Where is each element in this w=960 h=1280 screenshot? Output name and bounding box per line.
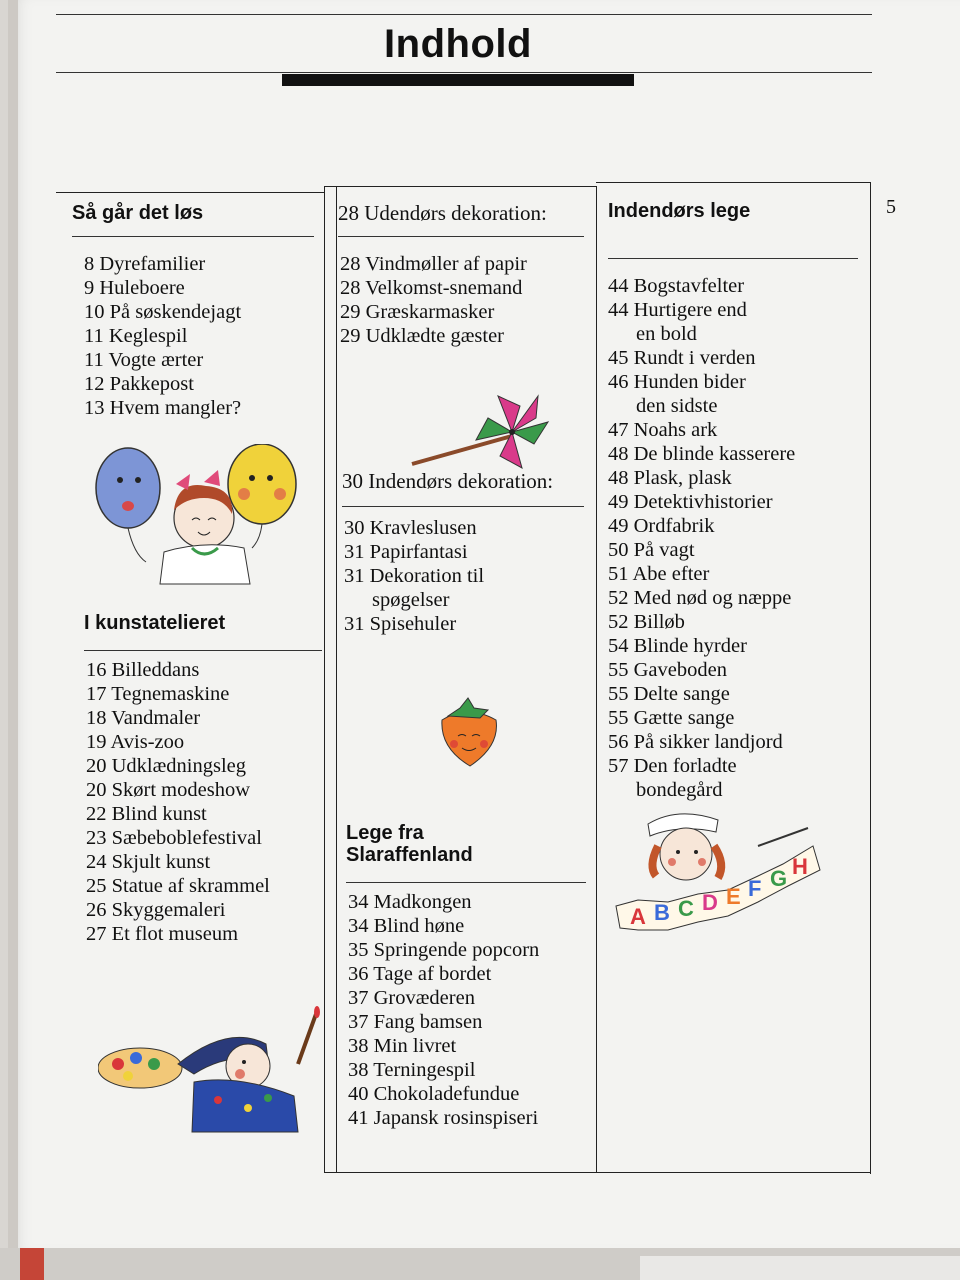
section-heading: Indendørs lege bbox=[608, 200, 751, 222]
toc-entry bbox=[348, 890, 539, 914]
toc-entry-title: Ordfabrik bbox=[633, 515, 715, 537]
toc-entry bbox=[348, 1010, 539, 1034]
toc-entry bbox=[608, 706, 795, 730]
toc-entry-page: 11 bbox=[84, 349, 104, 371]
toc-entry bbox=[608, 274, 795, 298]
book-page bbox=[8, 0, 960, 1250]
toc-entry-title: Detektivhistorier bbox=[633, 491, 773, 513]
toc-entry-title: Chokoladefundue bbox=[373, 1083, 520, 1105]
toc-entry-title: Vogte ærter bbox=[108, 349, 204, 371]
toc-entry bbox=[348, 986, 539, 1010]
banner-letter: D bbox=[702, 890, 718, 915]
toc-entry-title: Hunden bider bbox=[633, 371, 746, 393]
toc-entry-title: Vandmaler bbox=[111, 707, 201, 729]
top-rule bbox=[56, 14, 872, 15]
toc-entry-page: 26 bbox=[86, 899, 107, 921]
toc-entry-page: 54 bbox=[608, 635, 629, 657]
toc-entry bbox=[84, 252, 241, 276]
toc-entry bbox=[608, 466, 795, 490]
toc-entry-title: Med nød og næppe bbox=[633, 587, 792, 609]
toc-entry-title: Tage af bordet bbox=[373, 963, 492, 985]
banner-letter: H bbox=[792, 854, 808, 879]
toc-entry bbox=[340, 324, 527, 348]
toc-entry-title-continued: en bold bbox=[636, 323, 697, 345]
title-bar bbox=[282, 74, 634, 86]
toc-entry-title: Pakkepost bbox=[109, 373, 194, 395]
toc-entry-title: Min livret bbox=[373, 1035, 457, 1057]
toc-entry-page: 29 bbox=[340, 325, 361, 347]
entry-list-so-gar-det-los bbox=[84, 252, 241, 420]
section-heading bbox=[346, 822, 473, 866]
toc-entry bbox=[608, 298, 795, 346]
toc-entry-title: Blinde hyrder bbox=[633, 635, 747, 657]
toc-entry bbox=[608, 490, 795, 514]
toc-entry-page: 45 bbox=[608, 347, 629, 369]
toc-entry-title: Fang bamsen bbox=[373, 1011, 483, 1033]
toc-entry bbox=[84, 372, 241, 396]
toc-entry-page: 50 bbox=[608, 539, 629, 561]
toc-entry-page: 9 bbox=[84, 277, 95, 299]
toc-entry bbox=[84, 324, 241, 348]
toc-entry bbox=[84, 348, 241, 372]
toc-entry-title: Dyrefamilier bbox=[99, 253, 206, 275]
toc-entry-page: 52 bbox=[608, 611, 629, 633]
toc-entry-title: Plask, plask bbox=[633, 467, 732, 489]
toc-entry bbox=[340, 276, 527, 300]
toc-entry-title: Abe efter bbox=[632, 563, 710, 585]
toc-entry-title: De blinde kasserere bbox=[633, 443, 796, 465]
toc-entry-page: 34 bbox=[348, 915, 369, 937]
toc-entry-title: Madkongen bbox=[373, 891, 472, 913]
toc-entry-page: 19 bbox=[86, 731, 107, 753]
toc-entry-title: Velkomst-snemand bbox=[365, 277, 523, 299]
toc-entry-page: 10 bbox=[84, 301, 105, 323]
banner-letter: C bbox=[678, 896, 694, 921]
toc-entry bbox=[86, 730, 270, 754]
toc-entry-title: Grovæderen bbox=[373, 987, 475, 1009]
toc-entry bbox=[608, 634, 795, 658]
toc-entry-title: Sæbeboblefestival bbox=[111, 827, 262, 849]
toc-entry-page: 28 bbox=[340, 277, 361, 299]
toc-entry-page: 55 bbox=[608, 659, 629, 681]
toc-entry bbox=[84, 276, 241, 300]
toc-entry-title: Spisehuler bbox=[369, 613, 457, 635]
toc-entry bbox=[608, 586, 795, 610]
book-cover-edge bbox=[0, 1248, 960, 1280]
toc-entry-title: På sikker landjord bbox=[633, 731, 783, 753]
toc-entry bbox=[86, 898, 270, 922]
pinwheel-illustration bbox=[408, 382, 568, 472]
toc-entry-page: 31 bbox=[344, 613, 365, 635]
toc-entry-title: Noahs ark bbox=[633, 419, 718, 441]
toc-entry-page: 46 bbox=[608, 371, 629, 393]
toc-entry bbox=[608, 346, 795, 370]
toc-entry-page: 13 bbox=[84, 397, 105, 419]
toc-entry-page: 36 bbox=[348, 963, 369, 985]
page-title: Indhold bbox=[384, 22, 532, 66]
toc-entry bbox=[86, 802, 270, 826]
toc-entry-title: Delte sange bbox=[633, 683, 730, 705]
banner-letter: B bbox=[654, 900, 670, 925]
toc-entry bbox=[608, 658, 795, 682]
entry-list-indendors-dekoration bbox=[344, 516, 484, 636]
section-heading-line: Slaraffenland bbox=[346, 844, 473, 866]
toc-entry-title: Terningespil bbox=[373, 1059, 476, 1081]
toc-entry bbox=[608, 730, 795, 754]
toc-entry-page: 16 bbox=[86, 659, 107, 681]
toc-entry-page: 48 bbox=[608, 443, 629, 465]
toc-entry bbox=[86, 922, 270, 946]
toc-entry-page: 29 bbox=[340, 301, 361, 323]
toc-entry bbox=[86, 754, 270, 778]
toc-entry bbox=[86, 874, 270, 898]
toc-entry-page: 49 bbox=[608, 515, 629, 537]
banner-letter: E bbox=[726, 884, 741, 909]
toc-entry-page: 44 bbox=[608, 275, 629, 297]
toc-entry-title: Papirfantasi bbox=[369, 541, 468, 563]
page-number: 5 bbox=[886, 196, 896, 218]
toc-entry-title: Et flot museum bbox=[111, 923, 239, 945]
toc-entry-title: Kravleslusen bbox=[369, 517, 477, 539]
toc-entry-title: Gætte sange bbox=[633, 707, 735, 729]
toc-entry-page: 52 bbox=[608, 587, 629, 609]
toc-entry bbox=[348, 1106, 539, 1130]
toc-entry-title: Den forladte bbox=[633, 755, 737, 777]
toc-entry-title: Rundt i verden bbox=[633, 347, 756, 369]
toc-entry-page: 38 bbox=[348, 1059, 369, 1081]
toc-entry bbox=[348, 1082, 539, 1106]
toc-entry-page: 37 bbox=[348, 987, 369, 1009]
toc-entry bbox=[86, 826, 270, 850]
banner-letter: A bbox=[630, 904, 646, 929]
toc-entry bbox=[340, 300, 527, 324]
toc-entry bbox=[86, 682, 270, 706]
toc-entry-page: 41 bbox=[348, 1107, 369, 1129]
toc-entry-title-continued: bondegård bbox=[636, 779, 723, 801]
girl-with-balloons-illustration bbox=[94, 444, 304, 589]
toc-entry-page: 30 bbox=[344, 517, 365, 539]
page-binding bbox=[8, 0, 18, 1250]
toc-entry-page: 31 bbox=[344, 565, 365, 587]
toc-entry-page: 11 bbox=[84, 325, 104, 347]
toc-entry bbox=[86, 778, 270, 802]
entry-list-udendors-dekoration bbox=[340, 252, 527, 348]
entry-list-slaraffenland bbox=[348, 890, 539, 1130]
toc-entry-page: 25 bbox=[86, 875, 107, 897]
toc-entry bbox=[608, 682, 795, 706]
toc-entry-title: Avis-zoo bbox=[110, 731, 185, 753]
toc-entry bbox=[84, 300, 241, 324]
toc-entry-title: Skørt modeshow bbox=[111, 779, 250, 801]
toc-entry-page: 35 bbox=[348, 939, 369, 961]
toc-entry-title: På vagt bbox=[633, 539, 695, 561]
entry-list-indendors-lege bbox=[608, 274, 795, 802]
toc-entry-page: 24 bbox=[86, 851, 107, 873]
toc-entry-page: 44 bbox=[608, 299, 629, 321]
toc-entry bbox=[608, 418, 795, 442]
toc-entry-page: 31 bbox=[344, 541, 365, 563]
toc-entry bbox=[348, 938, 539, 962]
toc-entry-title: Keglespil bbox=[108, 325, 188, 347]
toc-entry-title: Billeddans bbox=[111, 659, 200, 681]
title-rule bbox=[56, 72, 872, 73]
toc-entry-page: 38 bbox=[348, 1035, 369, 1057]
toc-entry-page: 27 bbox=[86, 923, 107, 945]
toc-entry-title: Japansk rosinspiseri bbox=[373, 1107, 539, 1129]
toc-entry-title: Udklædte gæster bbox=[365, 325, 504, 347]
toc-entry-page: 56 bbox=[608, 731, 629, 753]
toc-entry-page: 55 bbox=[608, 707, 629, 729]
toc-entry-title: Græskarmasker bbox=[365, 301, 495, 323]
section-heading: I kunstatelieret bbox=[84, 612, 226, 634]
toc-entry-page: 17 bbox=[86, 683, 107, 705]
toc-entry-title: Skjult kunst bbox=[111, 851, 211, 873]
painter-with-palette-illustration bbox=[98, 1004, 328, 1136]
toc-entry-title-continued: den sidste bbox=[636, 395, 718, 417]
toc-entry-title: Gaveboden bbox=[633, 659, 727, 681]
toc-entry bbox=[86, 850, 270, 874]
toc-entry-page: 20 bbox=[86, 779, 107, 801]
toc-entry-title: Hvem mangler? bbox=[109, 397, 242, 419]
toc-entry-title: På søskendejagt bbox=[109, 301, 242, 323]
toc-entry-title: Vindmøller af papir bbox=[365, 253, 527, 275]
toc-entry bbox=[608, 538, 795, 562]
toc-entry bbox=[344, 516, 484, 540]
toc-entry-page: 40 bbox=[348, 1083, 369, 1105]
toc-entry bbox=[344, 540, 484, 564]
section-heading-line: Lege fra bbox=[346, 822, 424, 844]
banner-letter: G bbox=[770, 866, 788, 891]
toc-entry bbox=[608, 514, 795, 538]
toc-entry bbox=[86, 658, 270, 682]
toc-entry bbox=[344, 612, 484, 636]
toc-entry-page: 48 bbox=[608, 467, 629, 489]
strawberry-illustration bbox=[434, 694, 504, 770]
toc-entry-title: Huleboere bbox=[99, 277, 185, 299]
toc-entry-title: Blind kunst bbox=[111, 803, 207, 825]
toc-entry bbox=[348, 1058, 539, 1082]
toc-entry bbox=[348, 914, 539, 938]
alphabet-banner bbox=[622, 854, 822, 929]
toc-entry-page: 20 bbox=[86, 755, 107, 777]
toc-entry-page: 57 bbox=[608, 755, 629, 777]
toc-entry bbox=[608, 610, 795, 634]
toc-entry-title: Tegnemaskine bbox=[111, 683, 230, 705]
toc-entry-page: 12 bbox=[84, 373, 105, 395]
toc-entry bbox=[608, 754, 795, 802]
toc-entry bbox=[608, 370, 795, 418]
entry-list-kunstatelieret bbox=[86, 658, 270, 946]
toc-entry-title-continued: spøgelser bbox=[372, 589, 450, 611]
toc-entry-title: Udklædningsleg bbox=[111, 755, 247, 777]
toc-entry bbox=[348, 962, 539, 986]
toc-entry-title: Springende popcorn bbox=[373, 939, 540, 961]
toc-entry bbox=[344, 564, 484, 612]
toc-entry-title: Hurtigere end bbox=[633, 299, 747, 321]
toc-entry-page: 34 bbox=[348, 891, 369, 913]
toc-entry-page: 8 bbox=[84, 253, 95, 275]
toc-entry-page: 23 bbox=[86, 827, 107, 849]
toc-entry bbox=[348, 1034, 539, 1058]
toc-entry-page: 51 bbox=[608, 563, 629, 585]
toc-entry bbox=[608, 442, 795, 466]
toc-entry-page: 22 bbox=[86, 803, 107, 825]
section-heading: 30 Indendørs dekoration: bbox=[342, 469, 554, 493]
toc-entry-page: 28 bbox=[340, 253, 361, 275]
toc-entry-title: Skyggemaleri bbox=[111, 899, 226, 921]
banner-letter: F bbox=[748, 876, 762, 901]
toc-entry-title: Dekoration til bbox=[369, 565, 485, 587]
section-heading: 28 Udendørs dekoration: bbox=[338, 201, 547, 225]
toc-entry-title: Statue af skrammel bbox=[111, 875, 270, 897]
toc-entry bbox=[608, 562, 795, 586]
toc-entry bbox=[86, 706, 270, 730]
toc-entry-title: Billøb bbox=[633, 611, 685, 633]
toc-entry-page: 49 bbox=[608, 491, 629, 513]
toc-entry-title: Bogstavfelter bbox=[633, 275, 745, 297]
toc-entry bbox=[340, 252, 527, 276]
toc-entry bbox=[84, 396, 241, 420]
toc-entry-page: 18 bbox=[86, 707, 107, 729]
toc-entry-title: Blind høne bbox=[373, 915, 465, 937]
toc-entry-page: 37 bbox=[348, 1011, 369, 1033]
section-heading: Så går det løs bbox=[72, 202, 204, 224]
toc-entry-page: 47 bbox=[608, 419, 629, 441]
toc-entry-page: 55 bbox=[608, 683, 629, 705]
